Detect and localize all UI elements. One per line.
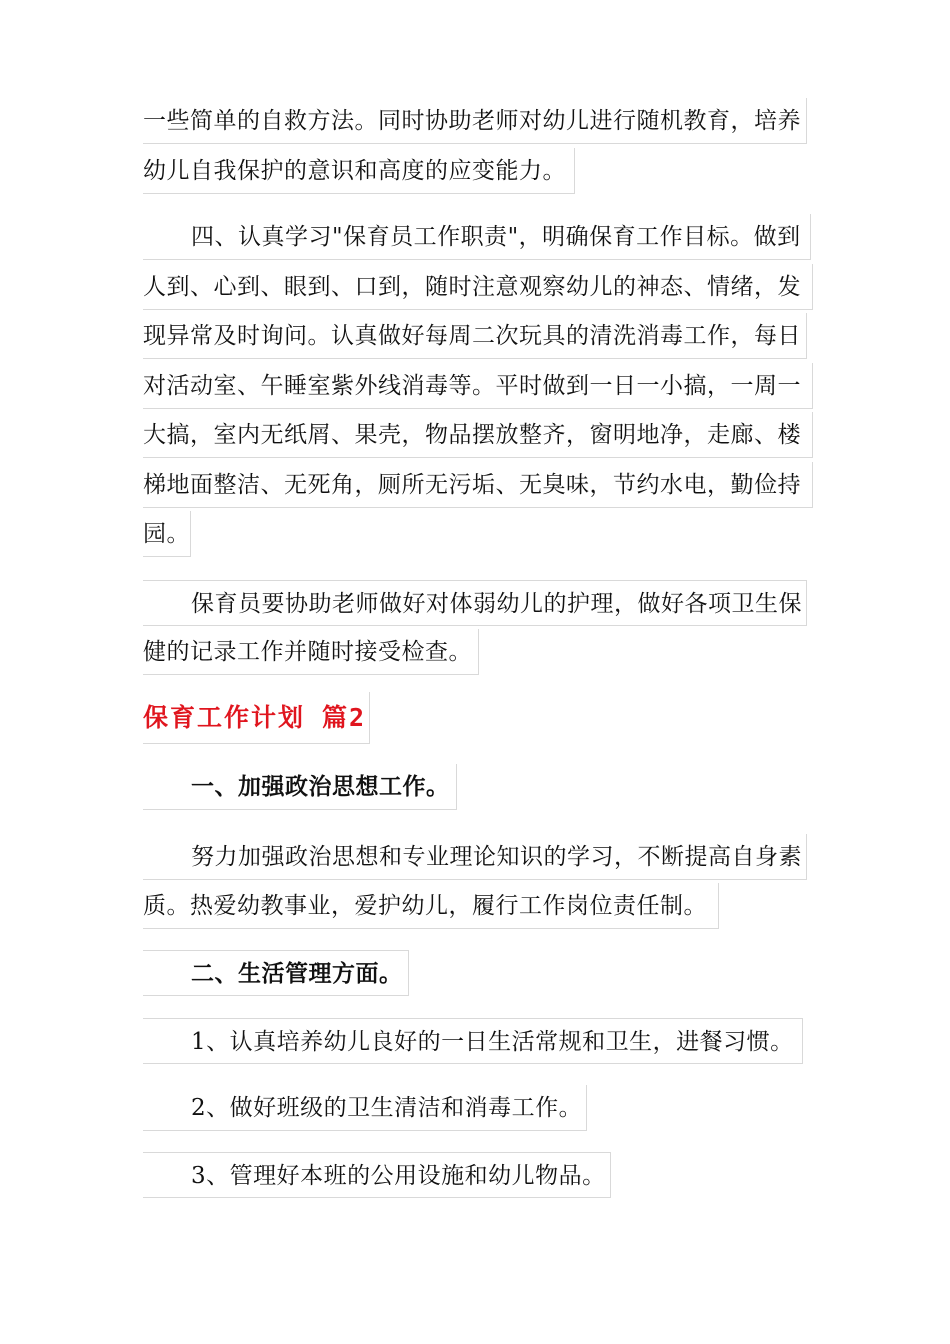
paragraph-line: 四、认真学习"保育员工作职责"，明确保育工作目标。做到: [143, 214, 811, 260]
paragraph-line: 质。热爱幼教事业，爱护幼儿，履行工作岗位责任制。: [143, 883, 719, 929]
paragraph-line: 一些简单的自救方法。同时协助老师对幼儿进行随机教育，培养: [143, 98, 807, 144]
paragraph-line: 努力加强政治思想和专业理论知识的学习，不断提高自身素: [143, 834, 807, 880]
list-item: 3、管理好本班的公用设施和幼儿物品。: [143, 1152, 611, 1198]
paragraph-line: 人到、心到、眼到、口到，随时注意观察幼儿的神态、情绪，发: [143, 264, 813, 310]
subheading: 二、生活管理方面。: [143, 950, 409, 996]
paragraph-line: 健的记录工作并随时接受检查。: [143, 629, 479, 675]
paragraph-line: 保育员要协助老师做好对体弱幼儿的护理，做好各项卫生保: [143, 580, 807, 626]
paragraph-line: 现异常及时询问。认真做好每周二次玩具的清洗消毒工作，每日: [143, 313, 807, 359]
subheading: 一、加强政治思想工作。: [143, 764, 457, 810]
paragraph-line: 园。: [143, 511, 191, 557]
paragraph-line: 对活动室、午睡室紫外线消毒等。平时做到一日一小搞，一周一: [143, 363, 813, 409]
list-item: 2、做好班级的卫生清洁和消毒工作。: [143, 1085, 587, 1131]
paragraph-line: 幼儿自我保护的意识和高度的应变能力。: [143, 148, 575, 194]
list-item: 1、认真培养幼儿良好的一日生活常规和卫生，进餐习惯。: [143, 1018, 803, 1064]
paragraph-line: 梯地面整洁、无死角，厕所无污垢、无臭味，节约水电，勤俭持: [143, 462, 813, 508]
paragraph-line: 大搞，室内无纸屑、果壳，物品摆放整齐，窗明地净，走廊、楼: [143, 412, 813, 458]
section-title: 保育工作计划 篇2: [143, 692, 370, 744]
